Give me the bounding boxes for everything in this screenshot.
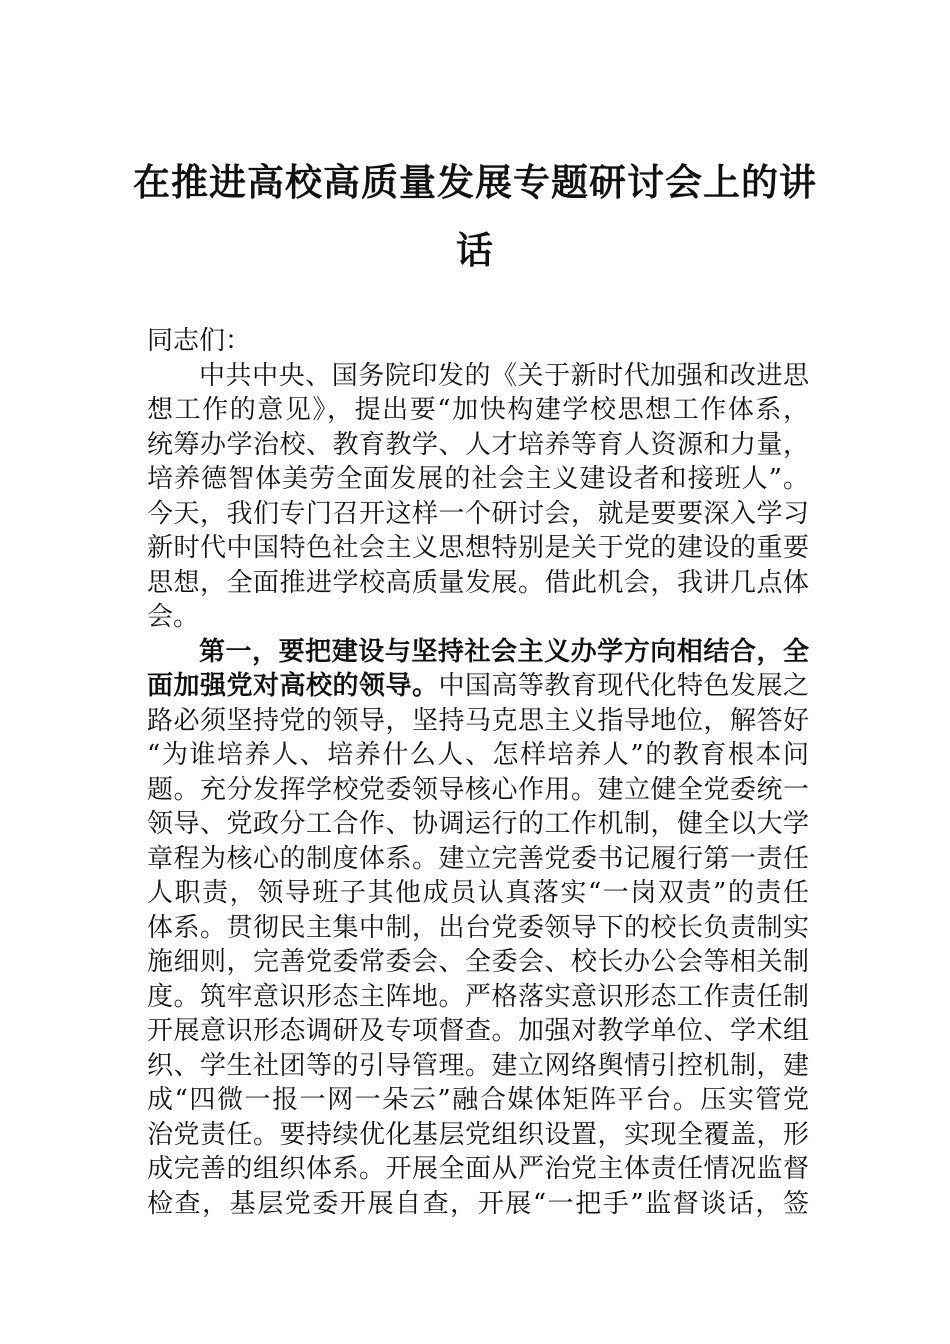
document-body xyxy=(147,324,809,1221)
paragraph-line xyxy=(147,669,809,704)
paragraph-line: 成完善的组织体系。开展全面从严治党主体责任情况监督 xyxy=(147,1154,809,1184)
intro-paragraph xyxy=(147,359,809,635)
title-line-2: 话 xyxy=(456,228,494,272)
section-heading-continuation: 中国高等教育现代化特色发展之 xyxy=(438,671,809,701)
paragraph-line: 织、学生社团等的引导管理。建立网络舆情引控机制，建 xyxy=(147,1050,809,1081)
title-line-1: 在推进高校高质量发展专题研讨会上的讲 xyxy=(133,160,817,204)
paragraph-line: 新时代中国特色社会主义思想特别是关于党的建设的重要 xyxy=(147,533,809,563)
paragraph-line: 施细则，完善党委常委会、全委会、校长办公会等相关制 xyxy=(147,947,809,977)
paragraph-line: 会。 xyxy=(147,602,200,632)
paragraph-line: 开展意识形态调研及专项督查。加强对教学单位、学术组 xyxy=(147,1016,809,1046)
paragraph-line: 思想，全面推进学校高质量发展。借此机会，我讲几点体 xyxy=(147,567,809,598)
paragraph-line: 培养德智体美劳全面发展的社会主义建设者和接班人”。 xyxy=(147,464,809,494)
paragraph-line: “为谁培养人、培养什么人、怎样培养人”的教育根本问 xyxy=(147,740,809,770)
paragraph-line: 章程为核心的制度体系。建立完善党委书记履行第一责任 xyxy=(147,843,809,874)
paragraph-line: 体系。贯彻民主集中制，出台党委领导下的校长负责制实 xyxy=(147,912,809,943)
paragraph-line: 人职责，领导班子其他成员认真落实“一岗双责”的责任 xyxy=(147,878,809,908)
section-heading-end: 面加强党对高校的领导。 xyxy=(147,671,439,701)
section-heading: 第一，要把建设与坚持社会主义办学方向相结合，全 xyxy=(199,636,809,667)
paragraph-line: 检查，基层党委开展自查，开展“一把手”监督谈话，签 xyxy=(147,1188,809,1219)
paragraph-line: 今天，我们专门召开这样一个研讨会，就是要要深入学习 xyxy=(147,498,809,529)
paragraph-line: 中共中央、国务院印发的《关于新时代加强和改进思 xyxy=(199,360,809,391)
paragraph-line: 想工作的意见》，提出要“加快构建学校思想工作体系， xyxy=(147,395,809,425)
paragraph-line: 统筹办学治校、教育教学、人才培养等育人资源和力量， xyxy=(147,429,809,460)
paragraph-line: 成“四微一报一网一朵云”融合媒体矩阵平台。压实管党 xyxy=(147,1085,809,1115)
paragraph-line: 题。充分发挥学校党委领导核心作用。建立健全党委统一 xyxy=(147,774,809,805)
section-1-paragraph xyxy=(147,635,809,1222)
document-title xyxy=(120,148,830,284)
salutation: 同志们： xyxy=(147,326,252,356)
paragraph-line: 领导、党政分工合作、协调运行的工作机制，健全以大学 xyxy=(147,809,809,839)
paragraph-line: 路必须坚持党的领导，坚持马克思主义指导地位，解答好 xyxy=(147,705,809,736)
paragraph-line: 治党责任。要持续优化基层党组织设置，实现全覆盖，形 xyxy=(147,1119,809,1150)
paragraph-line: 度。筑牢意识形态主阵地。严格落实意识形态工作责任制 xyxy=(147,981,809,1012)
